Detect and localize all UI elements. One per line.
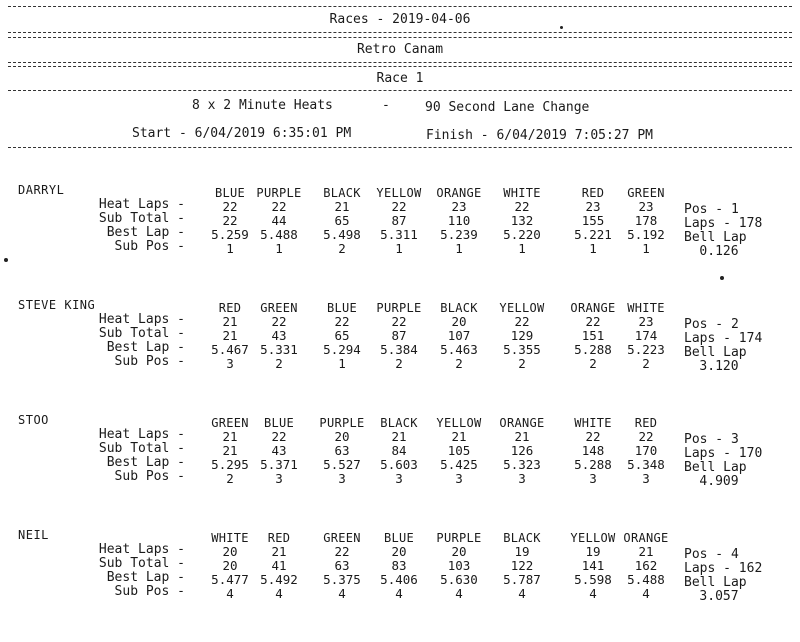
heat-laps: 22 [391,314,407,329]
divider [8,6,792,7]
heat-sub-pos: 3 [226,356,234,371]
heat-sub-total: 43 [271,328,287,343]
lane-name: BLUE [383,531,415,545]
lane-change: 90 Second Lane Change [425,100,590,115]
heat-best-lap: 5.294 [323,342,361,357]
heat-laps: 22 [585,429,601,444]
lane-name: ORANGE [623,531,669,545]
lane-name: GREEN [260,301,298,315]
heat-sub-pos: 2 [589,356,597,371]
scan-speck [560,26,563,29]
heat-sub-total: 105 [447,443,471,458]
heat-sub-total: 110 [447,213,471,228]
heat-best-lap: 5.239 [440,227,478,242]
heat-sub-total: 103 [447,558,471,573]
lane-name: BLUE [326,301,358,315]
heat-column [244,416,314,486]
heat-column [244,186,314,256]
scan-speck [720,276,724,280]
heat-sub-total: 155 [581,213,605,228]
heat-laps: 21 [514,429,530,444]
heat-best-lap: 5.371 [260,457,298,472]
lane-name: RED [581,186,605,200]
heat-sub-total: 83 [391,558,407,573]
row-label: Sub Pos - [114,469,185,484]
lane-name: WHITE [627,301,665,315]
heat-sub-total: 21 [222,443,238,458]
heat-column [611,531,681,601]
heats-format: 8 x 2 Minute Heats [192,98,333,113]
heat-laps: 23 [638,314,654,329]
heat-best-lap: 5.323 [503,457,541,472]
lane-name: BLACK [380,416,418,430]
heat-laps: 19 [585,544,601,559]
heat-sub-total: 22 [222,213,238,228]
heat-column [424,416,494,486]
divider [8,90,792,91]
heat-sub-total: 87 [391,328,407,343]
heat-laps: 20 [451,544,467,559]
heat-sub-pos: 4 [642,586,650,601]
total-laps: Laps - 162 [684,561,763,576]
heat-sub-pos: 1 [338,356,346,371]
lane-name: GREEN [211,416,249,430]
heat-laps: 22 [638,429,654,444]
heat-sub-total: 141 [581,558,605,573]
divider [8,147,792,148]
heat-sub-total: 20 [222,558,238,573]
heat-best-lap: 5.630 [440,572,478,587]
row-label: Sub Total - [98,441,185,456]
bell-lap-value: 3.057 [699,589,739,604]
heat-sub-pos: 4 [275,586,283,601]
lane-name: PURPLE [319,416,365,430]
header-dash: - [382,98,390,113]
heat-column [487,301,557,371]
heat-sub-pos: 2 [395,356,403,371]
heat-sub-pos: 1 [275,241,283,256]
heat-column [487,416,557,486]
heat-best-lap: 5.406 [380,572,418,587]
heat-laps: 21 [391,429,407,444]
heat-sub-pos: 4 [226,586,234,601]
heat-sub-pos: 1 [589,241,597,256]
lane-name: BLACK [440,301,478,315]
heat-laps: 21 [334,199,350,214]
heat-best-lap: 5.425 [440,457,478,472]
row-label: Heat Laps - [98,197,185,212]
heat-sub-pos: 2 [642,356,650,371]
heat-sub-pos: 1 [642,241,650,256]
heat-sub-pos: 1 [518,241,526,256]
lane-name: GREEN [627,186,665,200]
heat-laps: 20 [391,544,407,559]
heat-sub-total: 63 [334,443,350,458]
driver-name: STEVE KING [18,298,96,312]
start-time: Start - 6/04/2019 6:35:01 PM [132,126,352,141]
lane-name: PURPLE [436,531,482,545]
divider [8,62,792,63]
heat-best-lap: 5.288 [574,457,612,472]
heat-sub-total: 65 [334,213,350,228]
heat-laps: 22 [391,199,407,214]
heat-best-lap: 5.221 [574,227,612,242]
lane-name: BLUE [214,186,246,200]
heat-sub-pos: 4 [338,586,346,601]
bell-lap-value: 4.909 [699,474,739,489]
heat-sub-total: 122 [510,558,534,573]
lane-name: RED [218,301,242,315]
heat-sub-total: 151 [581,328,605,343]
row-label: Sub Total - [98,326,185,341]
heat-laps: 21 [451,429,467,444]
row-label: Best Lap - [106,340,185,355]
heat-best-lap: 5.331 [260,342,298,357]
heat-sub-pos: 3 [642,471,650,486]
heat-sub-pos: 1 [455,241,463,256]
heat-best-lap: 5.192 [627,227,665,242]
heat-sub-pos: 2 [455,356,463,371]
heat-best-lap: 5.488 [260,227,298,242]
bell-lap-label: Bell Lap [684,345,747,360]
heat-sub-pos: 1 [395,241,403,256]
bell-lap-label: Bell Lap [684,460,747,475]
heat-column [424,186,494,256]
heat-column [487,531,557,601]
heat-best-lap: 5.384 [380,342,418,357]
heat-laps: 20 [222,544,238,559]
heat-sub-total: 63 [334,558,350,573]
row-label: Sub Pos - [114,354,185,369]
heat-sub-total: 170 [634,443,658,458]
total-laps: Laps - 170 [684,446,763,461]
position-value: Pos - 1 [684,202,739,217]
heat-laps: 23 [638,199,654,214]
heat-sub-total: 41 [271,558,287,573]
heat-laps: 23 [451,199,467,214]
lane-name: ORANGE [436,186,482,200]
heat-laps: 22 [271,429,287,444]
driver-summary [684,318,784,374]
heat-sub-total: 132 [510,213,534,228]
heat-sub-pos: 2 [518,356,526,371]
heat-laps: 20 [334,429,350,444]
total-laps: Laps - 178 [684,216,763,231]
heat-sub-total: 162 [634,558,658,573]
heat-best-lap: 5.375 [323,572,361,587]
lane-name: RED [634,416,658,430]
driver-name: NEIL [18,528,49,542]
heat-column [611,301,681,371]
lane-name: WHITE [211,531,249,545]
driver-summary [684,203,784,259]
heat-laps: 22 [514,314,530,329]
bell-lap-label: Bell Lap [684,230,747,245]
heat-sub-pos: 3 [275,471,283,486]
heat-sub-total: 126 [510,443,534,458]
heat-best-lap: 5.492 [260,572,298,587]
row-label: Heat Laps - [98,312,185,327]
heat-sub-total: 129 [510,328,534,343]
heat-sub-pos: 3 [589,471,597,486]
heat-sub-pos: 3 [518,471,526,486]
heat-sub-pos: 4 [455,586,463,601]
heat-best-lap: 5.311 [380,227,418,242]
row-label: Sub Pos - [114,584,185,599]
heat-best-lap: 5.355 [503,342,541,357]
heat-laps: 22 [585,314,601,329]
heat-sub-total: 174 [634,328,658,343]
page-title: Races - 2019-04-06 [329,12,471,27]
lane-name: ORANGE [570,301,616,315]
heat-sub-total: 178 [634,213,658,228]
driver-name: DARRYL [18,183,65,197]
heat-sub-total: 44 [271,213,287,228]
heat-sub-pos: 2 [338,241,346,256]
heat-laps: 22 [334,544,350,559]
driver-summary [684,548,784,604]
lane-name: PURPLE [256,186,302,200]
heat-best-lap: 5.488 [627,572,665,587]
heat-sub-pos: 3 [338,471,346,486]
position-value: Pos - 4 [684,547,739,562]
heat-column [244,531,314,601]
heat-best-lap: 5.288 [574,342,612,357]
heat-laps: 20 [451,314,467,329]
heat-sub-total: 43 [271,443,287,458]
heat-sub-pos: 1 [226,241,234,256]
finish-time: Finish - 6/04/2019 7:05:27 PM [426,128,653,143]
heat-best-lap: 5.467 [211,342,249,357]
bell-lap-value: 0.126 [699,244,739,259]
scan-speck [4,258,8,262]
lane-name: GREEN [323,531,361,545]
heat-laps: 19 [514,544,530,559]
heat-sub-total: 148 [581,443,605,458]
heat-sub-pos: 4 [395,586,403,601]
heat-best-lap: 5.463 [440,342,478,357]
heat-column [424,301,494,371]
driver-summary [684,433,784,489]
heat-column [424,531,494,601]
lane-name: YELLOW [499,301,545,315]
lane-name: BLACK [503,531,541,545]
position-value: Pos - 3 [684,432,739,447]
heat-best-lap: 5.477 [211,572,249,587]
heat-sub-total: 65 [334,328,350,343]
divider [8,37,792,38]
divider [8,32,792,33]
heat-sub-pos: 3 [395,471,403,486]
lane-name: PURPLE [376,301,422,315]
divider [8,66,792,67]
row-label: Heat Laps - [98,427,185,442]
heat-best-lap: 5.220 [503,227,541,242]
heat-sub-total: 87 [391,213,407,228]
heat-laps: 21 [222,429,238,444]
heat-column [611,186,681,256]
heat-best-lap: 5.787 [503,572,541,587]
heat-sub-pos: 4 [589,586,597,601]
lane-name: WHITE [503,186,541,200]
heat-laps: 22 [334,314,350,329]
heat-column [487,186,557,256]
total-laps: Laps - 174 [684,331,763,346]
heat-best-lap: 5.498 [323,227,361,242]
row-label: Best Lap - [106,225,185,240]
heat-laps: 21 [222,314,238,329]
heat-laps: 21 [271,544,287,559]
heat-laps: 22 [222,199,238,214]
heat-sub-pos: 2 [275,356,283,371]
heat-sub-total: 21 [222,328,238,343]
lane-name: ORANGE [499,416,545,430]
row-label: Sub Pos - [114,239,185,254]
lane-name: YELLOW [436,416,482,430]
heat-best-lap: 5.348 [627,457,665,472]
lane-name: RED [267,531,291,545]
heat-laps: 22 [514,199,530,214]
heat-laps: 21 [638,544,654,559]
heat-column [611,416,681,486]
heat-best-lap: 5.527 [323,457,361,472]
position-value: Pos - 2 [684,317,739,332]
lane-name: BLUE [263,416,295,430]
heat-column [244,301,314,371]
race-name: Race 1 [376,71,424,86]
heat-best-lap: 5.223 [627,342,665,357]
row-label: Best Lap - [106,570,185,585]
row-label: Best Lap - [106,455,185,470]
driver-name: STOO [18,413,49,427]
row-label: Sub Total - [98,556,185,571]
heat-sub-pos: 3 [455,471,463,486]
bell-lap-value: 3.120 [699,359,739,374]
heat-sub-total: 84 [391,443,407,458]
heat-best-lap: 5.295 [211,457,249,472]
row-label: Heat Laps - [98,542,185,557]
heat-best-lap: 5.598 [574,572,612,587]
heat-best-lap: 5.603 [380,457,418,472]
heat-laps: 22 [271,314,287,329]
heat-sub-total: 107 [447,328,471,343]
bell-lap-label: Bell Lap [684,575,747,590]
lane-name: WHITE [574,416,612,430]
lane-name: BLACK [323,186,361,200]
lane-name: YELLOW [570,531,616,545]
heat-sub-pos: 2 [226,471,234,486]
heat-best-lap: 5.259 [211,227,249,242]
heat-laps: 23 [585,199,601,214]
heat-laps: 22 [271,199,287,214]
heat-sub-pos: 4 [518,586,526,601]
series-name: Retro Canam [356,42,444,57]
row-label: Sub Total - [98,211,185,226]
lane-name: YELLOW [376,186,422,200]
